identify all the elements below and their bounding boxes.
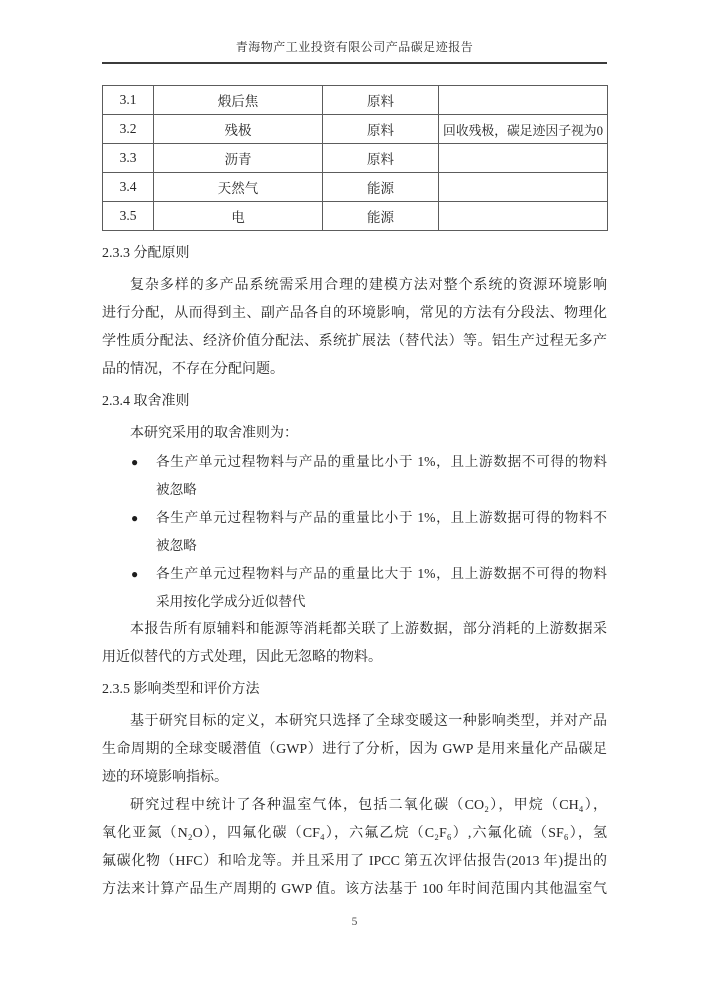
table-row bbox=[103, 202, 608, 231]
cell-name: 天然气 bbox=[154, 173, 323, 202]
text-line: 生命周期的全球变暖潜值（GWP）进行了分析，因为 GWP 是用来量化产品碳足 bbox=[102, 742, 607, 757]
text-line: 迹的环境影响指标。 bbox=[102, 770, 228, 785]
cell-name: 煅后焦 bbox=[154, 86, 323, 115]
report-header-title: 青海物产工业投资有限公司产品碳足迹报告 bbox=[235, 40, 474, 54]
text-line: 氟碳化物（HFC）和哈龙等。并且采用了 IPCC 第五次评估报告(2013 年)提出的 bbox=[102, 854, 607, 869]
materials-table-body bbox=[103, 86, 608, 231]
paragraph bbox=[102, 420, 607, 448]
bullet-icon: ● bbox=[131, 455, 139, 469]
table-row bbox=[103, 144, 608, 173]
text-line: 采用按化学成分近似替代 bbox=[156, 594, 306, 609]
bullet-icon: ● bbox=[131, 567, 139, 581]
text-line: 学性质分配法、经济价值分配法、系统扩展法（替代法）等。铝生产过程无多产 bbox=[102, 334, 607, 349]
cell-no: 3.1 bbox=[103, 86, 154, 115]
bullet-icon: ● bbox=[131, 511, 139, 525]
paragraph bbox=[102, 792, 607, 904]
text-line: 各生产单元过程物料与产品的重量比小于 1%，且上游数据可得的物料不 bbox=[156, 510, 607, 525]
text-line: 进行分配，从而得到主、副产品各自的环境影响，常见的方法有分段法、物理化 bbox=[102, 306, 607, 321]
paragraph bbox=[102, 708, 607, 792]
text-line: 研究过程中统计了各种温室气体，包括二氧化碳（CO₂），甲烷（CH₄）， bbox=[130, 798, 607, 813]
cell-note: 回收残极，碳足迹因子视为0 bbox=[439, 115, 608, 144]
cell-category: 原料 bbox=[323, 86, 439, 115]
page-footer bbox=[102, 916, 607, 928]
page-number: 5 bbox=[351, 916, 358, 928]
text-line: 各生产单元过程物料与产品的重量比小于 1%，且上游数据不可得的物料 bbox=[156, 454, 607, 469]
cell-note bbox=[439, 86, 608, 115]
cell-category: 原料 bbox=[323, 115, 439, 144]
text-line: 用近似替代的方式处理，因此无忽略的物料。 bbox=[102, 650, 382, 665]
text-line: 被忽略 bbox=[156, 538, 197, 553]
cell-category: 原料 bbox=[323, 144, 439, 173]
cell-no: 3.3 bbox=[103, 144, 154, 173]
report-header bbox=[102, 38, 607, 64]
section-heading: 2.3.4 取舍准则 bbox=[102, 394, 190, 409]
document-body bbox=[102, 236, 607, 904]
text-line: 本报告所有原辅料和能源等消耗都关联了上游数据，部分消耗的上游数据采 bbox=[130, 622, 607, 637]
table-row bbox=[103, 115, 608, 144]
text-line: 基于研究目标的定义，本研究只选择了全球变暖这一种影响类型，并对产品 bbox=[130, 714, 607, 729]
text-line: 各生产单元过程物料与产品的重量比大于 1%，且上游数据不可得的物料 bbox=[156, 566, 607, 581]
cell-note bbox=[439, 173, 608, 202]
table-row bbox=[103, 173, 608, 202]
cell-no: 3.2 bbox=[103, 115, 154, 144]
cell-name: 电 bbox=[154, 202, 323, 231]
cell-name: 残极 bbox=[154, 115, 323, 144]
paragraph bbox=[102, 272, 607, 384]
cell-category: 能源 bbox=[323, 173, 439, 202]
cell-note bbox=[439, 202, 608, 231]
text-line: 本研究采用的取舍准则为： bbox=[130, 426, 298, 441]
section-heading: 2.3.5 影响类型和评价方法 bbox=[102, 682, 260, 697]
bullet-item bbox=[102, 504, 607, 560]
cell-no: 3.5 bbox=[103, 202, 154, 231]
cell-category: 能源 bbox=[323, 202, 439, 231]
text-line: 氧化亚氮（N₂O），四氟化碳（CF₄），六氟乙烷（C₂F₆）,六氟化硫（SF₆），氢 bbox=[102, 826, 607, 841]
cell-note bbox=[439, 144, 608, 173]
table-row bbox=[103, 86, 608, 115]
text-line: 复杂多样的多产品系统需采用合理的建模方法对整个系统的资源环境影响 bbox=[130, 278, 607, 293]
text-line: 方法来计算产品生产周期的 GWP 值。该方法基于 100 年时间范围内其他温室气 bbox=[102, 882, 607, 897]
cell-no: 3.4 bbox=[103, 173, 154, 202]
paragraph bbox=[102, 616, 607, 672]
section-heading: 2.3.3 分配原则 bbox=[102, 246, 190, 261]
bullet-item bbox=[102, 448, 607, 504]
bullet-item bbox=[102, 560, 607, 616]
text-line: 被忽略 bbox=[156, 482, 197, 497]
cell-name: 沥青 bbox=[154, 144, 323, 173]
text-line: 品的情况，不存在分配问题。 bbox=[102, 362, 284, 377]
materials-table bbox=[102, 85, 608, 231]
